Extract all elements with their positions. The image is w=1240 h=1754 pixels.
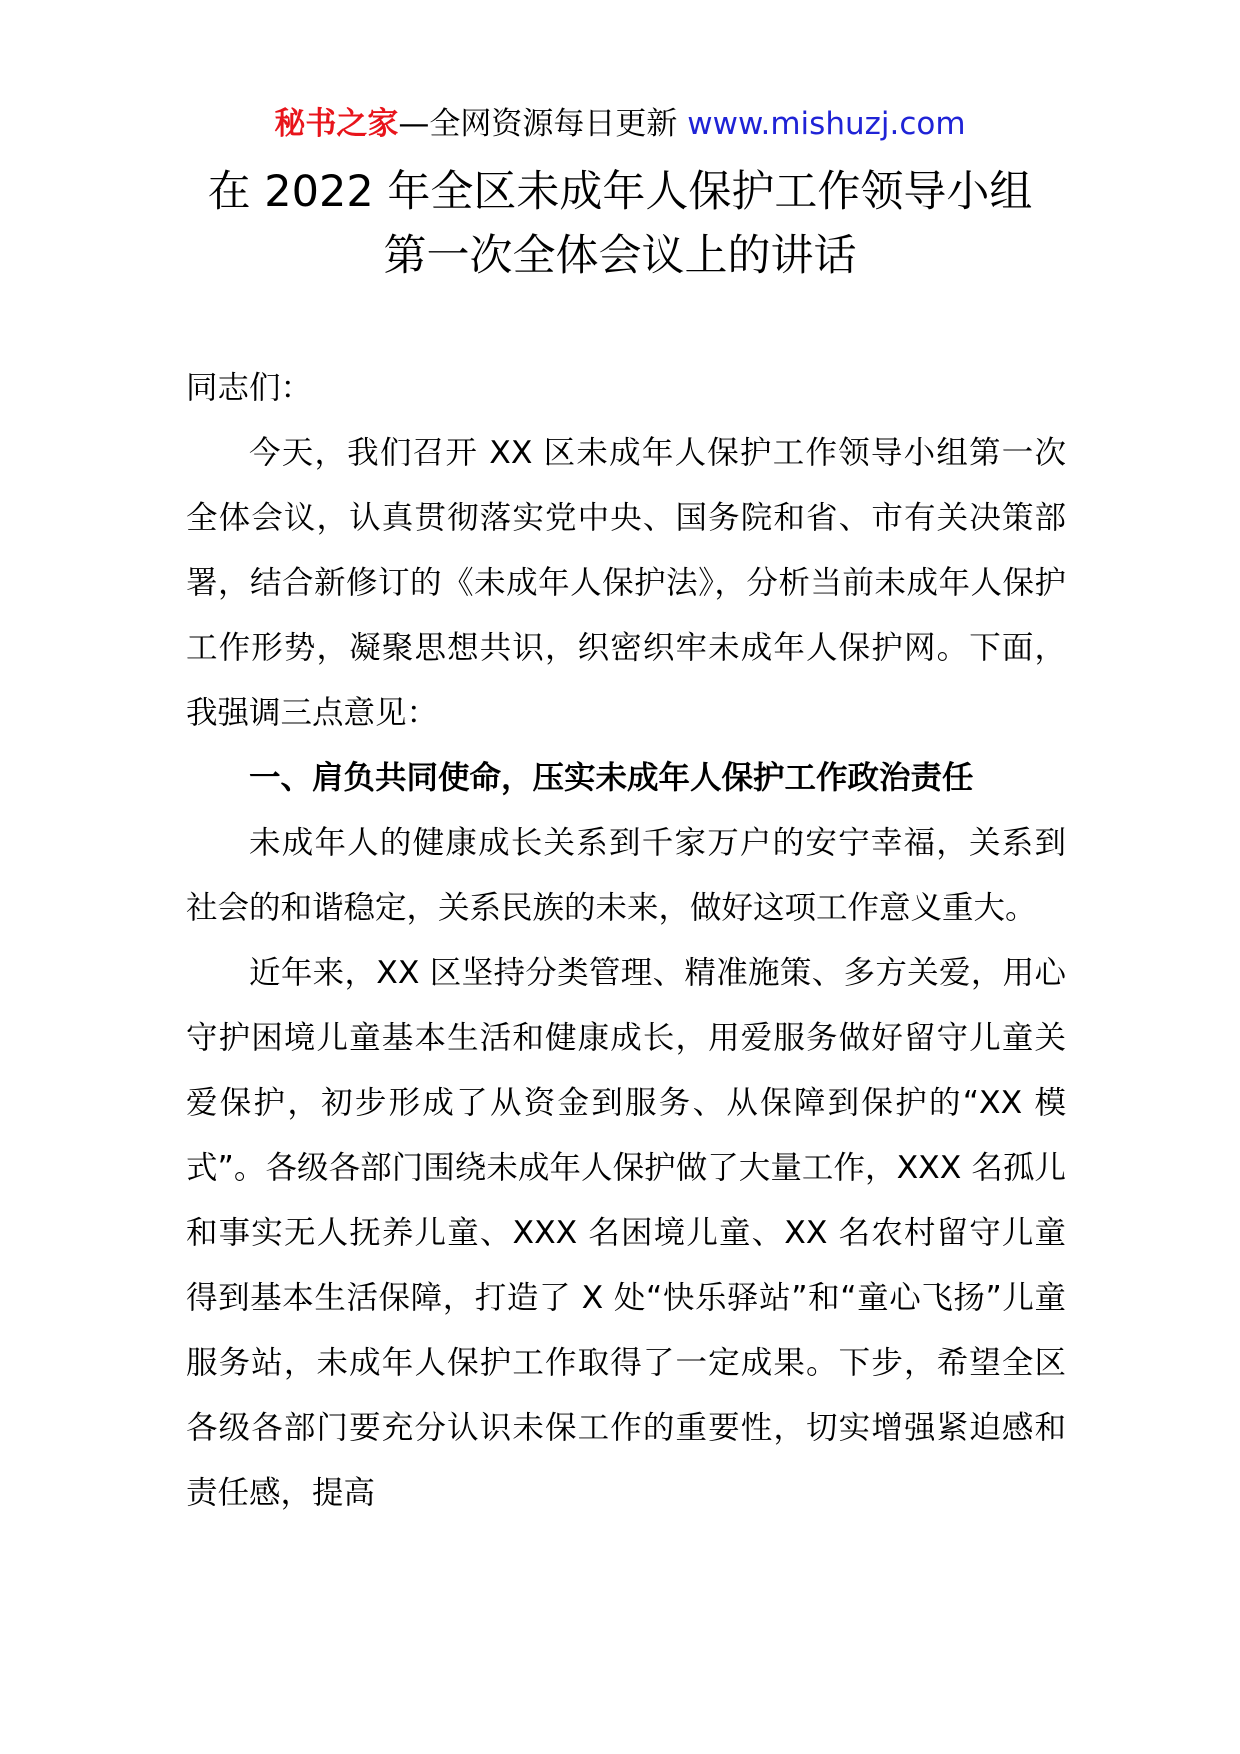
document-body xyxy=(186,356,1066,1526)
body-paragraph: 今天，我们召开 XX 区未成年人保护工作领导小组第一次全体会议，认真贯彻落实党中央、国务院和省、市有关决策部署，结合新修订的《未成年人保护法》，分析当前未成年人保护工作形势，凝聚思想共识，织密织牢未成年人保护网。下面，我强调三点意见： xyxy=(186,435,1066,731)
section-heading: 一、肩负共同使命，压实未成年人保护工作政治责任 xyxy=(249,760,974,796)
title-line-1: 在 2022 年全区未成年人保护工作领导小组 xyxy=(207,167,1033,217)
site-header xyxy=(0,102,1240,146)
site-url-link[interactable]: www.mishuzj.com xyxy=(687,106,966,142)
site-brand: 秘书之家 xyxy=(274,106,399,142)
site-tagline: —全网资源每日更新 xyxy=(398,106,688,142)
document-title xyxy=(0,160,1240,288)
salutation: 同志们： xyxy=(186,370,313,406)
title-line-2: 第一次全体会议上的讲话 xyxy=(383,231,857,281)
body-paragraph: 未成年人的健康成长关系到千家万户的安宁幸福，关系到社会的和谐稳定，关系民族的未来，做好这项工作意义重大。 xyxy=(186,825,1066,926)
body-paragraph: 近年来，XX 区坚持分类管理、精准施策、多方关爱，用心守护困境儿童基本生活和健康成长，用爱服务做好留守儿童关爱保护，初步形成了从资金到服务、从保障到保护的“XX 模式”。各级各部门围绕未成年人保护做了大量工作，XXX 名孤儿和事实无人抚养儿童、XXX 名困境儿童、XX 名农村留守儿童得到基本生活保障，打造了 X 处“快乐驿站”和“童心飞扬”儿童服务站，未成年人保护工作取得了一定成果。下步，希望全区各级各部门要充分认识未保工作的重要性，切实增强紧迫感和责任感，提高 xyxy=(186,955,1066,1511)
